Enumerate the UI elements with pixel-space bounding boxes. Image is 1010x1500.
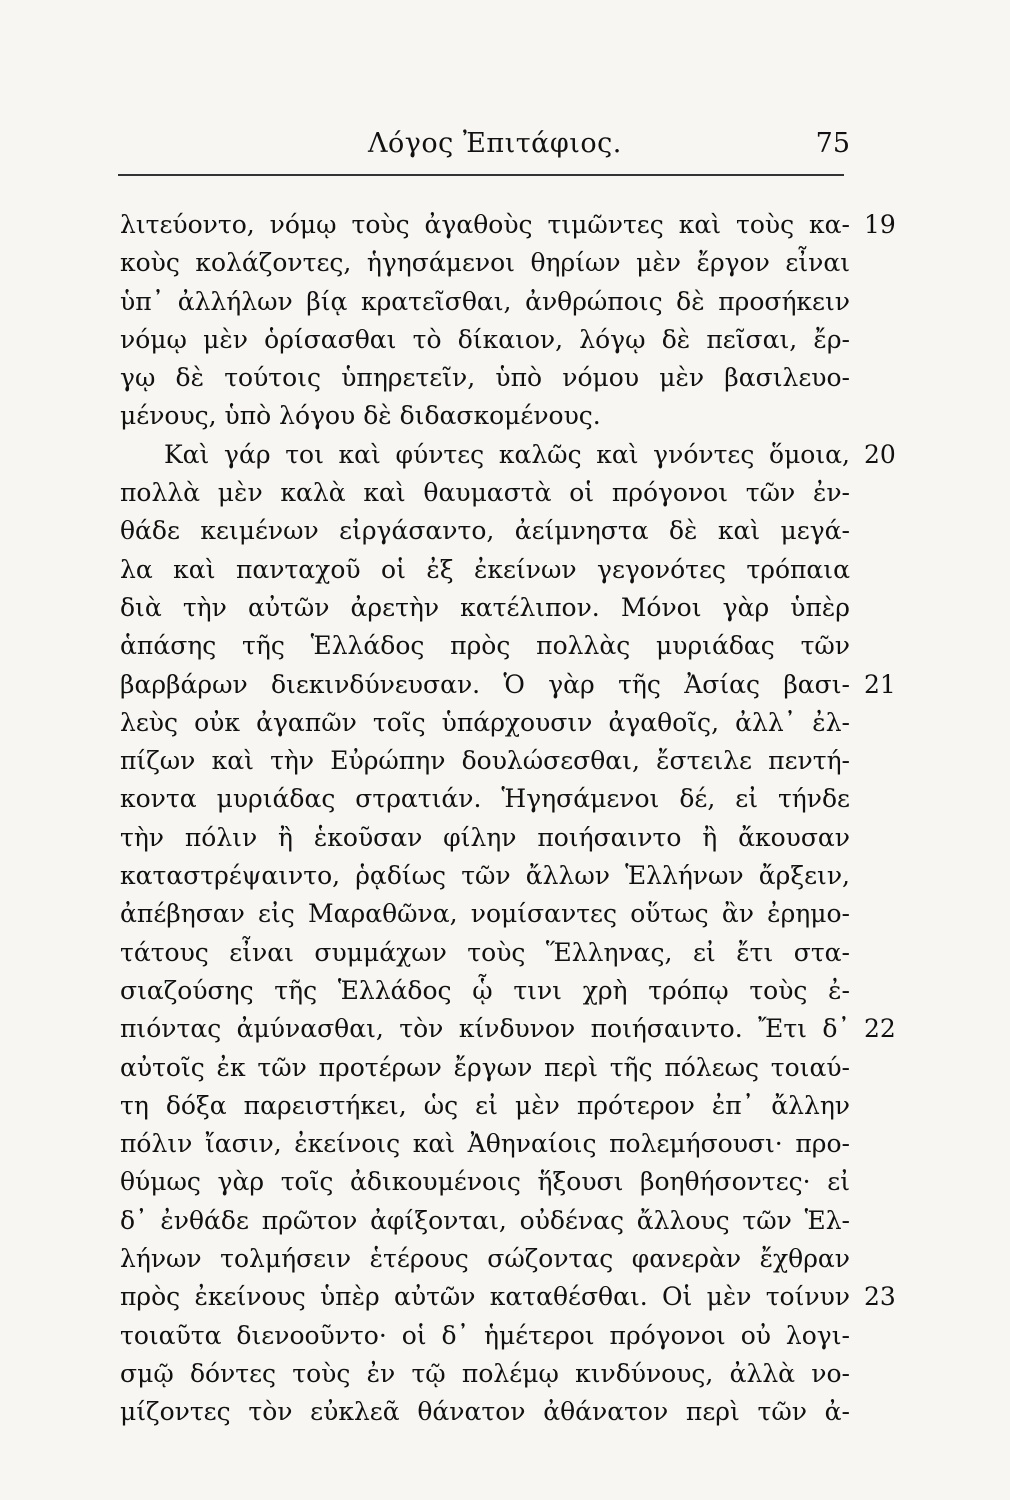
text-line: νόμῳ μὲν ὁρίσασθαι τὸ δίκαιον, λόγῳ δὲ πεῖσαι, ἔρ- bbox=[120, 324, 850, 354]
section-number: 23 bbox=[864, 1282, 896, 1312]
text-line: λεὺς οὐκ ἀγαπῶν τοῖς ὑπάρχουσιν ἀγαθοῖς, ἀλλ᾽ ἐλ- bbox=[120, 707, 850, 737]
section-number: 19 bbox=[864, 210, 896, 239]
text-line: μίζοντες τὸν εὐκλεᾶ θάνατον ἀθάνατον περὶ τῶν ἀ- bbox=[120, 1397, 850, 1427]
text-line: δ᾽ ἐνθάδε πρῶτον ἀφίξονται, οὐδένας ἄλλους τῶν Ἑλ- bbox=[120, 1205, 850, 1235]
text-line: ὑπ᾽ ἀλλήλων βίᾳ κρατεῖσθαι, ἀνθρώποις δὲ προσήκειν bbox=[120, 286, 850, 316]
text-line: λα καὶ πανταχοῦ οἱ ἐξ ἐκείνων γεγονότες τρόπαια bbox=[120, 554, 850, 584]
text-line: λήνων τολμήσειν ἑτέρους σώζοντας φανερὰν ἔχθραν bbox=[120, 1244, 850, 1274]
text-line: αὐτοῖς ἐκ τῶν προτέρων ἔργων περὶ τῆς πόλεως τοιαύ- bbox=[120, 1052, 850, 1082]
text-line: πόλιν ἴασιν, ἐκείνοις καὶ Ἀθηναίοις πολεμήσουσι· προ- bbox=[120, 1129, 850, 1159]
text-line: θάδε κειμένων εἰργάσαντο, ἀείμνηστα δὲ καὶ μεγά- bbox=[120, 516, 850, 546]
text-line: πιόντας ἀμύνασθαι, τὸν κίνδυνον ποιήσαιντο. Ἔτι δ᾽ 22 bbox=[120, 1010, 850, 1048]
text-line: μένους, ὑπὸ λόγου δὲ διδασκομένους. bbox=[120, 401, 601, 431]
section-number: 20 bbox=[864, 439, 896, 469]
text-line: σιαζούσης τῆς Ἑλλάδος ᾧ τινι χρὴ τρόπῳ τοὺς ἐ- bbox=[120, 975, 850, 1005]
page-header bbox=[118, 128, 850, 168]
text-line: πολλὰ μὲν καλὰ καὶ θαυμαστὰ οἱ πρόγονοι τῶν ἐν- bbox=[120, 478, 850, 508]
text-line: θύμως γὰρ τοῖς ἀδικουμένοις ἥξουσι βοηθήσοντες· εἰ bbox=[120, 1167, 850, 1197]
text-line: τάτους εἶναι συμμάχων τοὺς Ἕλληνας, εἰ ἔτι στα- bbox=[120, 937, 850, 967]
body-text bbox=[120, 206, 896, 1432]
text-line: γῳ δὲ τούτοις ὑπηρετεῖν, ὑπὸ νόμου μὲν βασιλευο- bbox=[120, 363, 850, 393]
text-line: Καὶ γάρ τοι καὶ φύντες καλῶς καὶ γνόντες ὅμοια, 20 bbox=[120, 436, 850, 474]
text-line: πίζων καὶ τὴν Εὐρώπην δουλώσεσθαι, ἔστειλε πεντή- bbox=[120, 746, 850, 776]
text-line: ἁπάσης τῆς Ἑλλάδος πρὸς πολλὰς μυριάδας τῶν bbox=[120, 631, 850, 661]
text-line: βαρβάρων διεκινδύνευσαν. Ὁ γὰρ τῆς Ἀσίας βασι- 21 bbox=[120, 666, 850, 704]
page-number: 75 bbox=[815, 128, 850, 159]
text-line: σμῷ δόντες τοὺς ἐν τῷ πολέμῳ κινδύνους, ἀλλὰ νο- bbox=[120, 1358, 850, 1388]
header-rule bbox=[118, 174, 844, 176]
section-number: 22 bbox=[864, 1014, 896, 1044]
text-line: ἀπέβησαν εἰς Μαραθῶνα, νομίσαντες οὕτως ἂν ἐρημο- bbox=[120, 899, 850, 929]
text-line: κοντα μυριάδας στρατιάν. Ἡγησάμενοι δέ, εἰ τήνδε bbox=[120, 784, 850, 814]
text-line: τη δόξα παρειστήκει, ὡς εἰ μὲν πρότερον ἐπ᾽ ἄλλην bbox=[120, 1090, 850, 1120]
text-line: πρὸς ἐκείνους ὑπὲρ αὐτῶν καταθέσθαι. Οἱ μὲν τοίνυν 23 bbox=[120, 1278, 850, 1316]
text-line: κοὺς κολάζοντες, ἡγησάμενοι θηρίων μὲν ἔργον εἶναι bbox=[120, 248, 850, 278]
section-number: 21 bbox=[864, 669, 896, 699]
text-line: καταστρέψαιντο, ῥᾳδίως τῶν ἄλλων Ἑλλήνων ἄρξειν, bbox=[120, 861, 850, 891]
text-line: λιτεύοντο, νόμῳ τοὺς ἀγαθοὺς τιμῶντες καὶ τοὺς κα- 19 bbox=[120, 206, 850, 244]
text-line: διὰ τὴν αὐτῶν ἀρετὴν κατέλιπον. Μόνοι γὰρ ὑπὲρ bbox=[120, 592, 850, 622]
running-title: Λόγος Ἐπιτάφιος. bbox=[368, 128, 622, 159]
text-line: τοιαῦτα διενοοῦντο· οἱ δ᾽ ἡμέτεροι πρόγονοι οὐ λογι- bbox=[120, 1320, 850, 1350]
text-line: τὴν πόλιν ἢ ἑκοῦσαν φίλην ποιήσαιντο ἢ ἄκουσαν bbox=[120, 822, 850, 852]
